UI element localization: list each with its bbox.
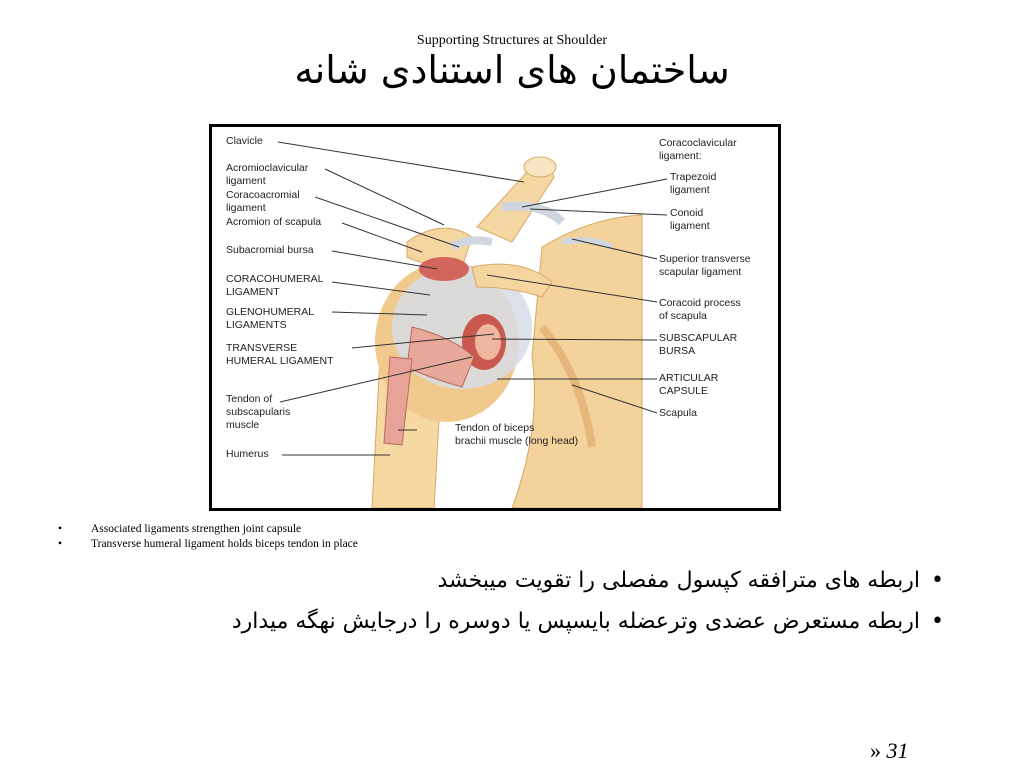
bullet-text: اربطه های مترافقه کپسول مفصلی را تقویت میبخشد — [437, 568, 920, 593]
list-item — [84, 604, 944, 639]
label-superior-transverse-scapular-ligament: Superior transverse scapular ligament — [659, 253, 751, 278]
label-scapula: Scapula — [659, 407, 697, 419]
bullet-dot: • — [58, 523, 63, 535]
slide-title: ساختمان های استنادی شانه — [294, 48, 730, 92]
bullet-dot: • — [58, 538, 63, 550]
bullet-dot: • — [931, 609, 944, 634]
bullet-text: Associated ligaments strengthen joint capsule — [91, 523, 302, 535]
bullet-text: اربطه مستعرض عضدی وترعضله بایسپس یا دوسره را درجایش نهگه میدارد — [231, 609, 920, 634]
label-coracoid-process: Coracoid process of scapula — [659, 297, 741, 322]
label-glenohumeral-ligaments: GLENOHUMERAL LIGAMENTS — [226, 306, 315, 331]
page-marker: » — [870, 738, 881, 763]
label-coracoacromial-ligament: Coracoacromial ligament — [226, 189, 300, 214]
page-number — [870, 738, 909, 764]
label-coracoclavicular-ligament: Coracoclavicular ligament: — [659, 137, 737, 162]
label-clavicle: Clavicle — [226, 135, 263, 147]
list-item — [58, 522, 358, 537]
bullet-dot: • — [931, 568, 944, 593]
label-acromioclavicular-ligament: Acromioclavicular ligament — [226, 162, 309, 187]
slide-subtitle: Supporting Structures at Shoulder — [416, 33, 608, 48]
label-subacromial-bursa: Subacromial bursa — [226, 244, 314, 256]
label-conoid-ligament: Conoid ligament — [670, 207, 710, 232]
list-item — [58, 537, 358, 552]
english-bullet-list — [58, 522, 358, 552]
label-trapezoid-ligament: Trapezoid ligament — [670, 171, 717, 196]
label-subscapular-bursa: SUBSCAPULAR BURSA — [659, 332, 738, 357]
label-tendon-of-subscapularis: Tendon of subscapularis muscle — [226, 393, 291, 431]
label-biceps-tendon: Tendon of biceps brachii muscle (long head) — [455, 422, 579, 447]
page-number-value: 31 — [886, 738, 909, 763]
label-articular-capsule: ARTICULAR CAPSULE — [659, 372, 719, 397]
label-transverse-humeral-ligament: TRANSVERSE HUMERAL LIGAMENT — [226, 342, 334, 367]
persian-bullet-list — [84, 563, 944, 645]
list-item — [84, 563, 944, 598]
label-acromion-of-scapula: Acromion of scapula — [226, 216, 322, 228]
label-humerus: Humerus — [226, 448, 269, 460]
shoulder-anatomy-figure — [209, 124, 781, 511]
label-coracohumeral-ligament: CORACOHUMERAL LIGAMENT — [226, 273, 324, 298]
bullet-text: Transverse humeral ligament holds biceps tendon in place — [91, 538, 358, 550]
